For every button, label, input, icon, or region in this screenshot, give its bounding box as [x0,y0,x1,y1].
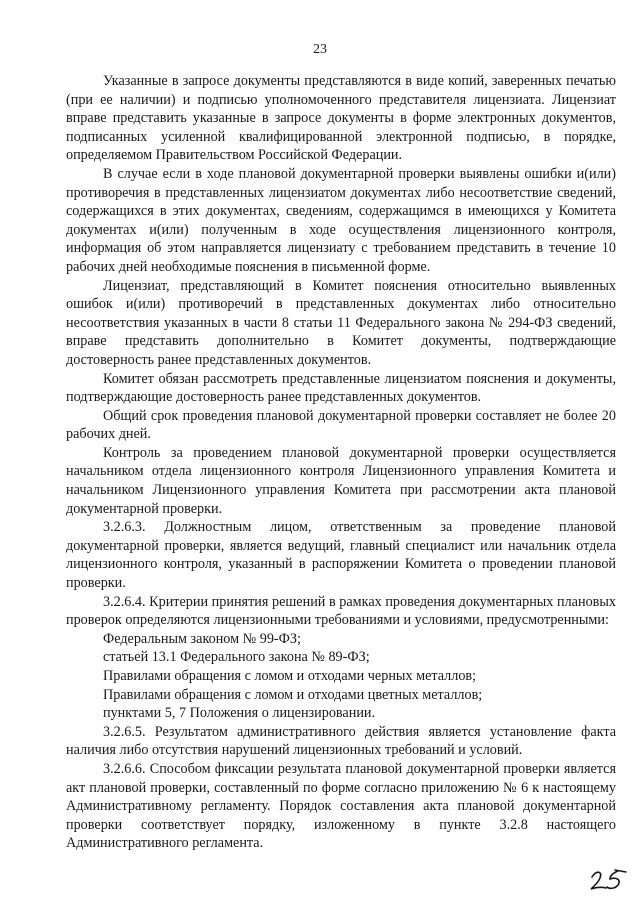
paragraph-inspection-control: Контроль за проведением плановой документарной проверки осуществляется начальником отдела лицензионного контроля Лицензионного управления Комитета и начальником Лицензионного управления Комитета при рассмотрении акта плановой документарной проверки. [66,444,616,517]
document-body [66,72,616,853]
page-number: 23 [313,42,327,57]
paragraph-licensee-explanations: Лицензиат, представляющий в Комитет пояснения относительно выявленных ошибок и(или) противоречий в представленных документах либо относительно несоответствия указанных в части 8 статьи 11 Федерального закона № 294-ФЗ сведений, вправе представить дополнительно в Комитет документы, подтверждающие достоверность ранее представленных документов. [66,277,616,368]
paragraph-errors-found: В случае если в ходе плановой документарной проверки выявлены ошибки и(или) противоречия в представленных лицензиатом документах либо несоответствие сведений, содержащихся в этих документах, сведениям, содержащимся в имеющихся у Комитета документах и(или) полученным в ходе осуществления лицензионного контроля, информация об этом направляется лицензиату с требованием представить в течение 10 рабочих дней необходимые пояснения в письменной форме. [66,165,616,275]
list-item: статьей 13.1 Федерального закона № 89-ФЗ; [103,649,370,666]
paragraph-3-2-6-4: 3.2.6.4. Критерии принятия решений в рамках проведения документарных плановых проверок определяются лицензионными требованиями и условиями, предусмотренными: [66,593,616,629]
list-item: пунктами 5, 7 Положения о лицензировании. [103,705,376,722]
handwritten-page-mark [588,867,628,893]
list-item: Правилами обращения с ломом и отходами цветных металлов; [103,686,483,703]
paragraph-committee-review: Комитет обязан рассмотреть представленные лицензиатом пояснения и документы, подтверждающие достоверность ранее представленных документов. [66,370,616,406]
paragraph-3-2-6-5: 3.2.6.5. Результатом административного действия является установление факта наличия либо отсутствия нарушений лицензионных требований и условий. [66,723,616,759]
paragraph-inspection-term: Общий срок проведения плановой документарной проверки составляет не более 20 рабочих дней. [66,407,616,443]
paragraph-3-2-6-3: 3.2.6.3. Должностным лицом, ответственным за проведение плановой документарной проверки, является ведущий, главный специалист или начальник отдела лицензионного контроля, указанный в распоряжении Комитета о проведении плановой проверки. [66,519,616,592]
list-item: Правилами обращения с ломом и отходами черных металлов; [103,668,477,684]
paragraph-documents-copies: Указанные в запросе документы представляются в виде копий, заверенных печатью (при ее наличии) и подписью уполномоченного представителя лицензиата. Лицензиат вправе представить указанные в запросе документы в форме электронных документов, подписанных усиленной квалифицированной электронной подписью, в порядке, определяемом Правительством Российской Федерации. [66,73,616,164]
list-item: Федеральным законом № 99-ФЗ; [103,630,301,647]
paragraph-3-2-6-6: 3.2.6.6. Способом фиксации результата плановой документарной проверки является акт плановой проверки, составленный по форме согласно приложению № 6 к настоящему Административному регламенту. Порядок составления акта плановой документарной проверки соответствует порядку, изложенному в пункте 3.2.8 настоящего Административного регламента. [66,760,616,852]
